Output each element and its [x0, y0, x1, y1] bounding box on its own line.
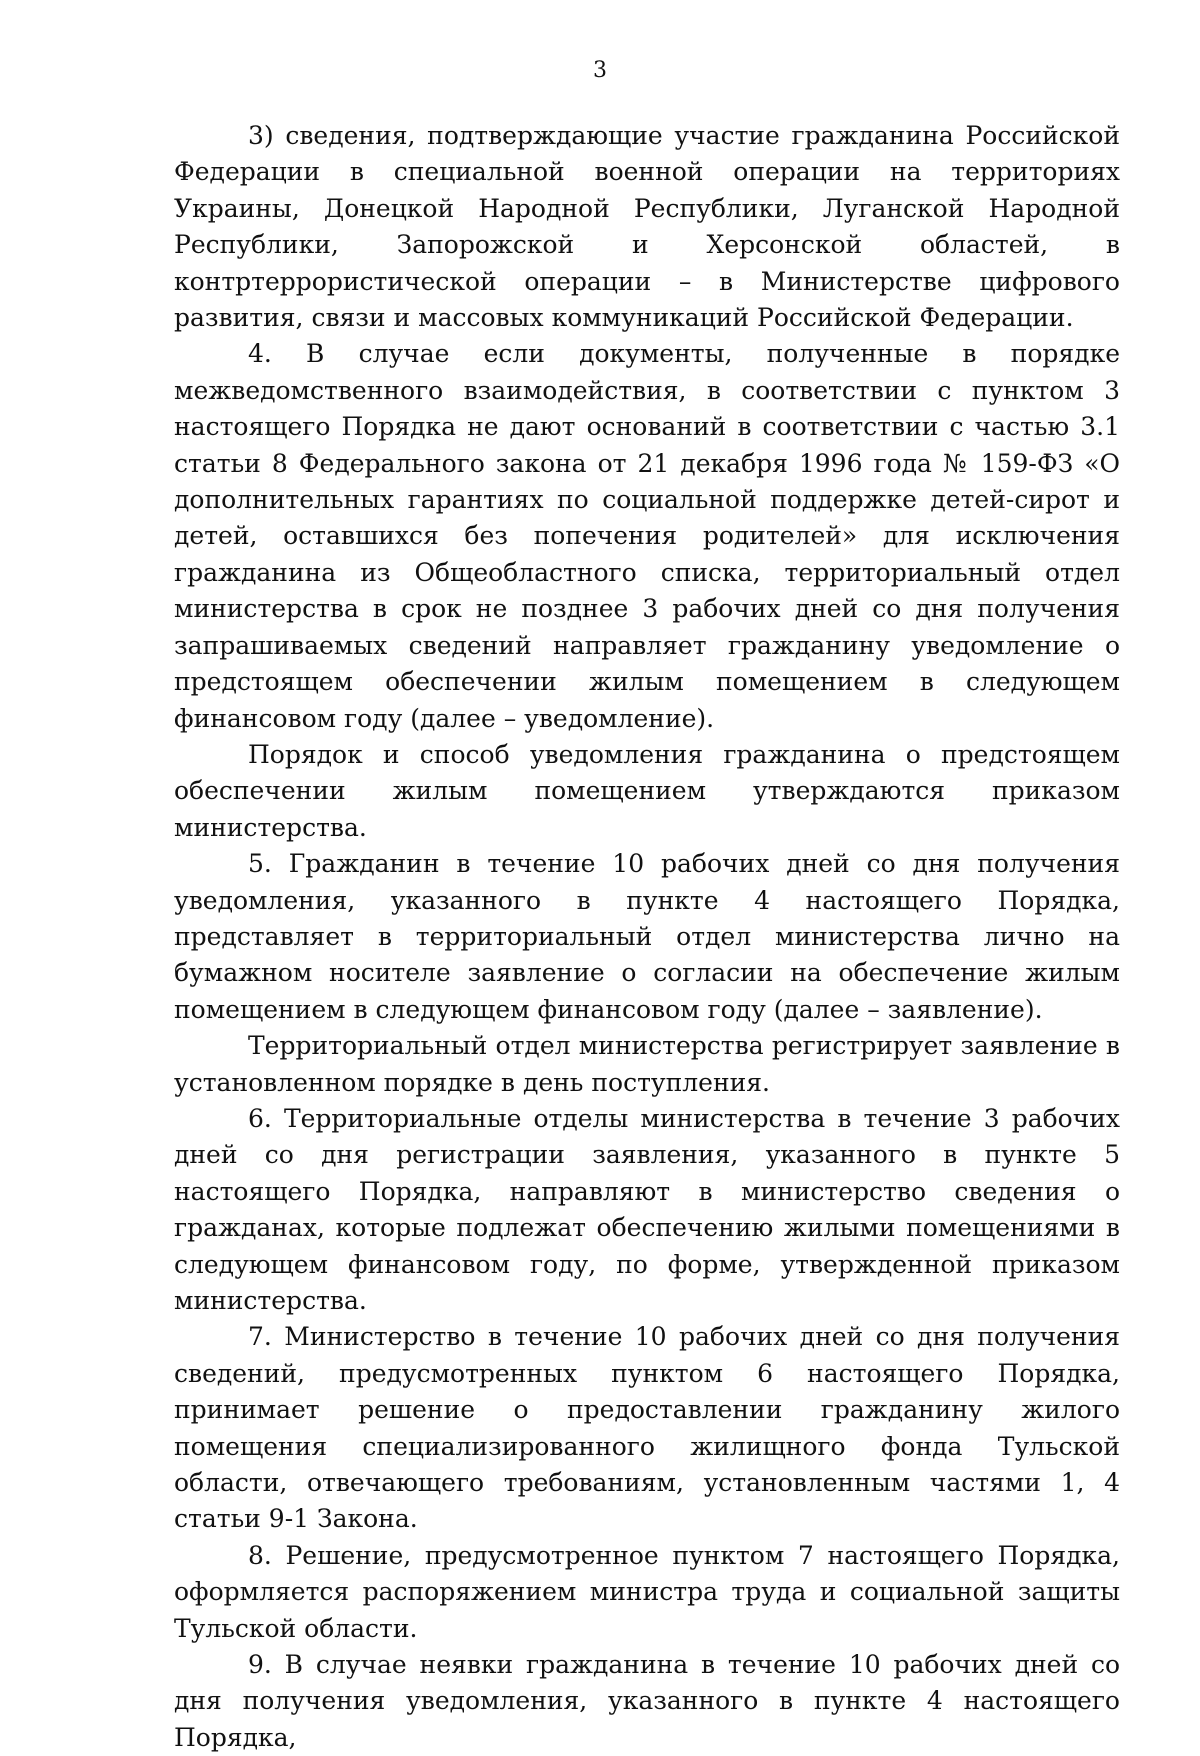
document-body: [174, 118, 1120, 1756]
paragraph-clause-8: 8. Решение, предусмотренное пунктом 7 настоящего Порядка, оформляется распоряжением министра труда и социальной защиты Тульской области.: [174, 1540, 1120, 1643]
paragraph-clause-4: 4. В случае если документы, полученные в порядке межведомственного взаимодействия, в соответствии с пунктом 3 настоящего Порядка не дают оснований в соответствии с частью 3.1 статьи 8 Федерального закона от 21 декабря 1996 года № 159-ФЗ «О дополнительных гарантиях по социальной поддержке детей-сирот и детей, оставшихся без попечения родителей» для исключения гражданина из Общеобластного списка, территориальный отдел министерства в срок не позднее 3 рабочих дней со дня получения запрашиваемых сведений направляет гражданину уведомление о предстоящем обеспечении жилым помещением в следующем финансовом году (далее – уведомление).: [174, 339, 1120, 733]
paragraph-clause-6: 6. Территориальные отделы министерства в течение 3 рабочих дней со дня регистрации заявления, указанного в пункте 5 настоящего Порядка, направляют в министерство сведения о гражданах, которые подлежат обеспечению жилыми помещениями в следующем финансовом году, по форме, утвержденной приказом министерства.: [174, 1103, 1120, 1315]
paragraph-notification-procedure: Порядок и способ уведомления гражданина о предстоящем обеспечении жилым помещением утверждаются приказом министерства.: [174, 739, 1120, 842]
paragraph-application-registration: Территориальный отдел министерства регистрирует заявление в установленном порядке в день поступления.: [174, 1031, 1120, 1097]
paragraph-clause-7: 7. Министерство в течение 10 рабочих дней со дня получения сведений, предусмотренных пунктом 6 настоящего Порядка, принимает решение о предоставлении гражданину жилого помещения специализированного жилищного фонда Тульской области, отвечающего требованиям, установленным частями 1, 4 статьи 9-1 Закона.: [174, 1322, 1120, 1534]
paragraph-clause-5: 5. Гражданин в течение 10 рабочих дней со дня получения уведомления, указанного в пункте 4 настоящего Порядка, представляет в территориальный отдел министерства лично на бумажном носителе заявление о согласии на обеспечение жилым помещением в следующем финансовом году (далее – заявление).: [174, 849, 1120, 1024]
paragraph-item-3: 3) сведения, подтверждающие участие гражданина Российской Федерации в специальной военной операции на территориях Украины, Донецкой Народной Республики, Луганской Народной Республики, Запорожской и Херсонской областей, в контртеррористической операции – в Министерстве цифрового развития, связи и массовых коммуникаций Российской Федерации.: [174, 121, 1120, 333]
paragraph-clause-9: 9. В случае неявки гражданина в течение 10 рабочих дней со дня получения уведомления, указанного в пункте 4 настоящего Порядка,: [174, 1650, 1120, 1752]
page-number: 3: [593, 58, 607, 83]
